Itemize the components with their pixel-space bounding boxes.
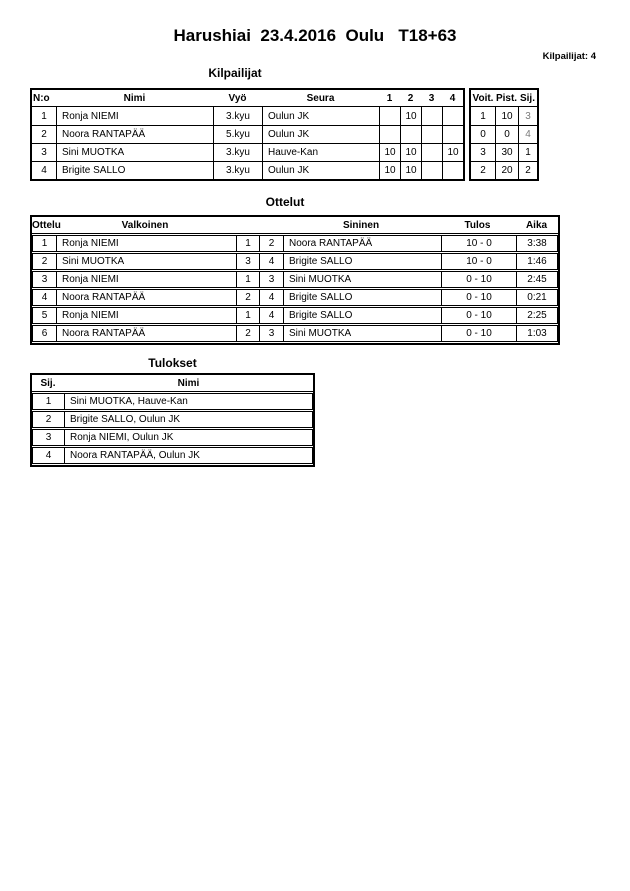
- header-cell-sij: Sij.: [519, 92, 535, 104]
- match-row: [32, 307, 558, 324]
- cell-result: 0 - 10: [441, 272, 516, 287]
- cell-blue-number: 2: [259, 236, 283, 251]
- cell-match-3: [421, 107, 442, 125]
- report-title: Harushiai 23.4.2016 Oulu T18+63: [173, 26, 457, 45]
- cell-blue-player: Sini MUOTKA: [283, 326, 441, 341]
- header-cell-match-2: 2: [407, 92, 414, 104]
- cell-belt: 3.kyu: [213, 144, 262, 161]
- cell-match-1: [379, 126, 400, 143]
- header-cell-match-4: 4: [449, 92, 456, 104]
- cell-place: 1: [45, 396, 52, 407]
- cell-name-club: Sini MUOTKA, Hauve-Kan: [64, 394, 312, 409]
- stats-header-row: [471, 90, 537, 107]
- cell-points: 10: [495, 107, 518, 125]
- competitor-row: [32, 161, 463, 179]
- cell-result: 0 - 10: [441, 290, 516, 305]
- cell-white-player: Ronja NIEMI: [56, 272, 236, 287]
- cell-club: Oulun JK: [262, 162, 379, 179]
- cell-white-player: Ronja NIEMI: [56, 308, 236, 323]
- cell-time: 2:25: [516, 308, 557, 323]
- cell-match-number: 1: [41, 238, 48, 249]
- cell-match-2: 10: [400, 144, 421, 161]
- cell-name: Sini MUOTKA: [56, 144, 213, 161]
- section-heading-ottelut: Ottelut: [265, 195, 305, 209]
- cell-match-4: 10: [442, 144, 463, 161]
- cell-name: Brigite SALLO: [56, 162, 213, 179]
- cell-name: Ronja NIEMI: [56, 107, 213, 125]
- cell-blue-number: 3: [259, 326, 283, 341]
- cell-points: 30: [495, 144, 518, 161]
- competitors-count: Kilpailijat: 4: [542, 51, 596, 62]
- cell-white-player: Noora RANTAPÄÄ: [56, 290, 236, 305]
- cell-match-3: [421, 126, 442, 143]
- header-cell-voit: Voit.: [472, 92, 494, 104]
- match-row: [32, 289, 558, 306]
- matches-table-body: [32, 235, 558, 342]
- cell-wins: 2: [480, 165, 486, 176]
- cell-match-4: [442, 126, 463, 143]
- cell-result: 0 - 10: [441, 326, 516, 341]
- competitors-header-row: [32, 90, 463, 107]
- match-row: [32, 325, 558, 342]
- cell-white-number: 1: [236, 272, 259, 287]
- match-row: [32, 271, 558, 288]
- header-cell-place: Sij.: [40, 377, 56, 389]
- header-cell-seura: Seura: [306, 92, 335, 104]
- match-row: [32, 235, 558, 252]
- cell-blue-number: 4: [259, 254, 283, 269]
- cell-club: Oulun JK: [262, 126, 379, 143]
- matches-header-row: [32, 217, 558, 234]
- stats-row: [471, 161, 537, 179]
- cell-blue-number: 4: [259, 290, 283, 305]
- cell-number: 3: [41, 147, 47, 158]
- cell-time: 2:45: [516, 272, 557, 287]
- cell-white-player: Noora RANTAPÄÄ: [56, 326, 236, 341]
- cell-blue-player: Brigite SALLO: [283, 308, 441, 323]
- header-cell-tulos: Tulos: [464, 219, 491, 231]
- cell-club: Hauve-Kan: [262, 144, 379, 161]
- cell-match-1: 10: [379, 162, 400, 179]
- results-table: [30, 373, 315, 467]
- competitor-row: [32, 125, 463, 143]
- cell-blue-player: Sini MUOTKA: [283, 272, 441, 287]
- header-cell-no: N:o: [33, 92, 50, 104]
- cell-time: 0:21: [516, 290, 557, 305]
- result-row: [32, 411, 313, 428]
- cell-white-player: Ronja NIEMI: [56, 236, 236, 251]
- cell-place: 4: [45, 450, 52, 461]
- stats-table-body: [471, 107, 537, 179]
- cell-number: 2: [41, 129, 47, 140]
- cell-points: 0: [495, 126, 518, 143]
- header-cell-ottelu: Ottelu: [32, 219, 61, 231]
- results-header-row: [32, 375, 313, 392]
- stats-row: [471, 125, 537, 143]
- cell-result: 0 - 10: [441, 308, 516, 323]
- cell-blue-number: 4: [259, 308, 283, 323]
- competitors-table: [30, 88, 465, 181]
- cell-match-2: [400, 126, 421, 143]
- cell-match-1: 10: [379, 144, 400, 161]
- cell-time: 3:38: [516, 236, 557, 251]
- cell-blue-player: Brigite SALLO: [283, 290, 441, 305]
- header-cell-name: Nimi: [177, 377, 200, 389]
- competitors-table-body: [32, 107, 463, 179]
- cell-match-number: 4: [41, 292, 48, 303]
- cell-white-number: 2: [236, 326, 259, 341]
- cell-match-number: 3: [41, 274, 48, 285]
- cell-match-3: [421, 162, 442, 179]
- cell-blue-number: 3: [259, 272, 283, 287]
- cell-result: 10 - 0: [441, 236, 516, 251]
- cell-match-2: 10: [400, 107, 421, 125]
- cell-number: 4: [41, 165, 47, 176]
- cell-name-club: Brigite SALLO, Oulun JK: [64, 412, 312, 427]
- cell-place: 3: [45, 432, 52, 443]
- cell-match-number: 2: [41, 256, 48, 267]
- cell-belt: 5.kyu: [213, 126, 262, 143]
- header-cell-valkoinen: Valkoinen: [121, 219, 169, 231]
- cell-club: Oulun JK: [262, 107, 379, 125]
- section-heading-kilpailijat: Kilpailijat: [208, 66, 262, 80]
- cell-match-2: 10: [400, 162, 421, 179]
- header-cell-match-1: 1: [386, 92, 393, 104]
- header-cell-nimi: Nimi: [123, 92, 146, 104]
- header-cell-sininen: Sininen: [342, 219, 380, 231]
- header-cell-vyo: Vyö: [228, 92, 247, 104]
- cell-time: 1:46: [516, 254, 557, 269]
- cell-blue-player: Noora RANTAPÄÄ: [283, 236, 441, 251]
- competitors-stats-table: [469, 88, 539, 181]
- cell-white-player: Sini MUOTKA: [56, 254, 236, 269]
- cell-number: 1: [41, 110, 47, 122]
- cell-wins: 1: [480, 110, 486, 122]
- match-row: [32, 253, 558, 270]
- cell-place: 1: [518, 144, 537, 161]
- cell-name-club: Noora RANTAPÄÄ, Oulun JK: [64, 448, 312, 463]
- header-cell-pist: Pist.: [495, 92, 518, 104]
- cell-points: 20: [495, 162, 518, 179]
- result-row: [32, 447, 313, 464]
- cell-match-4: [442, 162, 463, 179]
- competitor-row: [32, 107, 463, 125]
- result-row: [32, 393, 313, 410]
- stats-row: [471, 143, 537, 161]
- cell-place: 4: [518, 126, 537, 143]
- cell-belt: 3.kyu: [213, 162, 262, 179]
- cell-match-number: 6: [41, 328, 48, 339]
- cell-result: 10 - 0: [441, 254, 516, 269]
- cell-name: Noora RANTAPÄÄ: [56, 126, 213, 143]
- results-table-body: [32, 393, 313, 464]
- cell-white-number: 1: [236, 308, 259, 323]
- cell-time: 1:03: [516, 326, 557, 341]
- section-heading-tulokset: Tulokset: [148, 356, 197, 370]
- cell-match-4: [442, 107, 463, 125]
- cell-wins: 3: [480, 147, 486, 158]
- cell-white-number: 1: [236, 236, 259, 251]
- cell-match-number: 5: [41, 310, 48, 321]
- cell-white-number: 3: [236, 254, 259, 269]
- cell-match-1: [379, 107, 400, 125]
- competitor-row: [32, 143, 463, 161]
- matches-table: [30, 215, 560, 345]
- header-cell-match-3: 3: [428, 92, 435, 104]
- cell-place: 2: [518, 162, 537, 179]
- cell-blue-player: Brigite SALLO: [283, 254, 441, 269]
- header-gap: [235, 217, 282, 233]
- cell-white-number: 2: [236, 290, 259, 305]
- cell-match-3: [421, 144, 442, 161]
- cell-place: 3: [518, 107, 537, 125]
- cell-name-club: Ronja NIEMI, Oulun JK: [64, 430, 312, 445]
- stats-row: [471, 107, 537, 125]
- cell-wins: 0: [480, 129, 486, 140]
- result-row: [32, 429, 313, 446]
- cell-place: 2: [45, 414, 52, 425]
- header-cell-aika: Aika: [525, 219, 548, 231]
- cell-belt: 3.kyu: [213, 107, 262, 125]
